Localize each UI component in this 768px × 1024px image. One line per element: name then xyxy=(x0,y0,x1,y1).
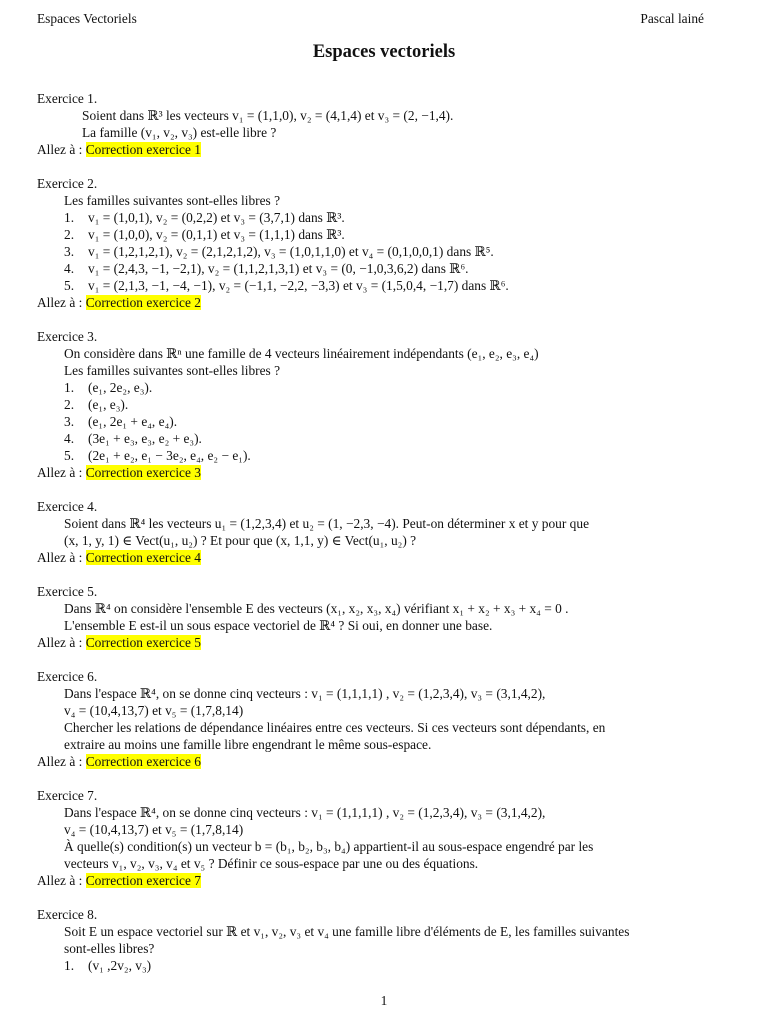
exercise-text: Chercher les relations de dépendance linéaires entre ces vecteurs. Si ces vecteurs sont dépendants, en xyxy=(64,720,606,735)
exercise-heading: Exercice 1. xyxy=(37,91,98,106)
list-item-text: (e₁, e₃). xyxy=(88,397,129,412)
allez-label: Allez à : xyxy=(37,873,86,888)
allez-line xyxy=(37,294,737,311)
exercise-5 xyxy=(37,583,737,651)
list-item xyxy=(37,396,737,413)
correction-link-5[interactable]: Correction exercice 5 xyxy=(85,635,201,650)
list-item xyxy=(37,226,737,243)
exercise-heading: Exercice 3. xyxy=(37,329,98,344)
list-item xyxy=(37,243,737,260)
list-item xyxy=(37,957,737,974)
correction-link-6[interactable]: Correction exercice 6 xyxy=(85,754,201,769)
allez-line xyxy=(37,634,737,651)
allez-line xyxy=(37,753,737,770)
allez-label: Allez à : xyxy=(37,142,86,157)
exercise-heading: Exercice 5. xyxy=(37,584,98,599)
list-number: 1. xyxy=(64,210,75,225)
allez-label: Allez à : xyxy=(37,754,86,769)
list-number: 4. xyxy=(64,261,75,276)
exercise-text: Soit E un espace vectoriel sur ℝ et v₁, v₂, v₃ et v₄ une famille libre d'éléments de E, les familles suivantes xyxy=(64,924,630,939)
list-item-text: v₁ = (1,0,0), v₂ = (0,1,1) et v₃ = (1,1,1) dans ℝ³. xyxy=(88,227,345,242)
list-item xyxy=(37,260,737,277)
header-left: Espaces Vectoriels xyxy=(37,11,137,26)
exercise-text: L'ensemble E est-il un sous espace vectoriel de ℝ⁴ ? Si oui, en donner une base. xyxy=(64,618,493,633)
correction-link-1[interactable]: Correction exercice 1 xyxy=(85,142,201,157)
exercise-7 xyxy=(37,787,737,889)
allez-line xyxy=(37,549,737,566)
exercise-text: (x, 1, y, 1) ∈ Vect(u₁, u₂) ? Et pour que (x, 1,1, y) ∈ Vect(u₁, u₂) ? xyxy=(64,533,417,548)
exercise-text: extraire au moins une famille libre engendrant le même sous-espace. xyxy=(64,737,432,752)
list-number: 3. xyxy=(64,244,75,259)
list-item xyxy=(37,209,737,226)
list-item xyxy=(37,413,737,430)
list-item-text: v₁ = (1,0,1), v₂ = (0,2,2) et v₃ = (3,7,1) dans ℝ³. xyxy=(88,210,345,225)
exercise-heading: Exercice 2. xyxy=(37,176,98,191)
exercise-text: Soient dans ℝ⁴ les vecteurs u₁ = (1,2,3,4) et u₂ = (1, −2,3, −4). Peut-on déterminer x et y pour que xyxy=(64,516,590,531)
exercise-6 xyxy=(37,668,737,770)
list-item-text: (v₁ ,2v₂, v₃) xyxy=(88,958,152,973)
list-item-text: (2e₁ + e₂, e₁ − 3e₂, e₄, e₂ − e₁). xyxy=(88,448,251,463)
exercise-1 xyxy=(37,90,737,158)
exercise-text: À quelle(s) condition(s) un vecteur b = (b₁, b₂, b₃, b₄) appartient-il au sous-espace engendré par les xyxy=(64,839,594,854)
exercise-heading: Exercice 6. xyxy=(37,669,98,684)
list-item-text: v₁ = (2,4,3, −1, −2,1), v₂ = (1,1,2,1,3,1) et v₃ = (0, −1,0,3,6,2) dans ℝ⁶. xyxy=(88,261,469,276)
list-number: 5. xyxy=(64,278,75,293)
list-number: 4. xyxy=(64,431,75,446)
allez-label: Allez à : xyxy=(37,465,86,480)
list-item xyxy=(37,379,737,396)
exercise-text: Soient dans ℝ³ les vecteurs v₁ = (1,1,0), v₂ = (4,1,4) et v₃ = (2, −1,4). xyxy=(82,108,454,123)
correction-link-3[interactable]: Correction exercice 3 xyxy=(85,465,201,480)
list-item xyxy=(37,277,737,294)
exercise-text: Dans ℝ⁴ on considère l'ensemble E des vecteurs (x₁, x₂, x₃, x₄) vérifiant x₁ + x₂ + x₃ + x₄ = 0 . xyxy=(64,601,569,616)
allez-label: Allez à : xyxy=(37,635,86,650)
exercise-text: Dans l'espace ℝ⁴, on se donne cinq vecteurs : v₁ = (1,1,1,1) , v₂ = (1,2,3,4), v₃ = (3,1,4,2), xyxy=(64,686,546,701)
list-number: 1. xyxy=(64,958,75,973)
correction-link-2[interactable]: Correction exercice 2 xyxy=(85,295,201,310)
exercise-text: On considère dans ℝⁿ une famille de 4 vecteurs linéairement indépendants (e₁, e₂, e₃, e₄) xyxy=(64,346,539,361)
list-number: 2. xyxy=(64,227,75,242)
allez-label: Allez à : xyxy=(37,550,86,565)
exercise-text: Dans l'espace ℝ⁴, on se donne cinq vecteurs : v₁ = (1,1,1,1) , v₂ = (1,2,3,4), v₃ = (3,1,4,2), xyxy=(64,805,546,820)
page-number: 1 xyxy=(380,993,388,1008)
allez-label: Allez à : xyxy=(37,295,86,310)
list-number: 1. xyxy=(64,380,75,395)
exercise-4 xyxy=(37,498,737,566)
list-item-text: v₁ = (2,1,3, −1, −4, −1), v₂ = (−1,1, −2,2, −3,3) et v₃ = (1,5,0,4, −1,7) dans ℝ⁶. xyxy=(88,278,509,293)
exercise-heading: Exercice 8. xyxy=(37,907,98,922)
list-number: 3. xyxy=(64,414,75,429)
allez-line xyxy=(37,141,737,158)
exercise-2 xyxy=(37,175,737,311)
exercise-text: Les familles suivantes sont-elles libres ? xyxy=(64,363,281,378)
document-body xyxy=(37,90,737,991)
exercise-8 xyxy=(37,906,737,974)
correction-link-4[interactable]: Correction exercice 4 xyxy=(85,550,201,565)
header-right: Pascal lainé xyxy=(640,11,704,26)
list-item xyxy=(37,447,737,464)
exercise-3 xyxy=(37,328,737,481)
exercise-text: Les familles suivantes sont-elles libres ? xyxy=(64,193,281,208)
exercise-text: sont-elles libres? xyxy=(64,941,155,956)
exercise-heading: Exercice 4. xyxy=(37,499,98,514)
allez-line xyxy=(37,872,737,889)
exercise-text: v₄ = (10,4,13,7) et v₅ = (1,7,8,14) xyxy=(64,703,244,718)
exercise-text: v₄ = (10,4,13,7) et v₅ = (1,7,8,14) xyxy=(64,822,244,837)
correction-link-7[interactable]: Correction exercice 7 xyxy=(85,873,201,888)
list-item-text: (3e₁ + e₃, e₃, e₂ + e₃). xyxy=(88,431,202,446)
list-number: 5. xyxy=(64,448,75,463)
exercise-text: La famille (v₁, v₂, v₃) est-elle libre ? xyxy=(82,125,277,140)
list-item-text: (e₁, 2e₂, e₃). xyxy=(88,380,153,395)
allez-line xyxy=(37,464,737,481)
exercise-text: vecteurs v₁, v₂, v₃, v₄ et v₅ ? Définir ce sous-espace par une ou des équations. xyxy=(64,856,479,871)
list-item-text: (e₁, 2e₁ + e₄, e₄). xyxy=(88,414,178,429)
exercise-heading: Exercice 7. xyxy=(37,788,98,803)
list-item-text: v₁ = (1,2,1,2,1), v₂ = (2,1,2,1,2), v₃ = (1,0,1,1,0) et v₄ = (0,1,0,0,1) dans ℝ⁵. xyxy=(88,244,494,259)
list-item xyxy=(37,430,737,447)
list-number: 2. xyxy=(64,397,75,412)
page-title: Espaces vectoriels xyxy=(312,42,456,62)
